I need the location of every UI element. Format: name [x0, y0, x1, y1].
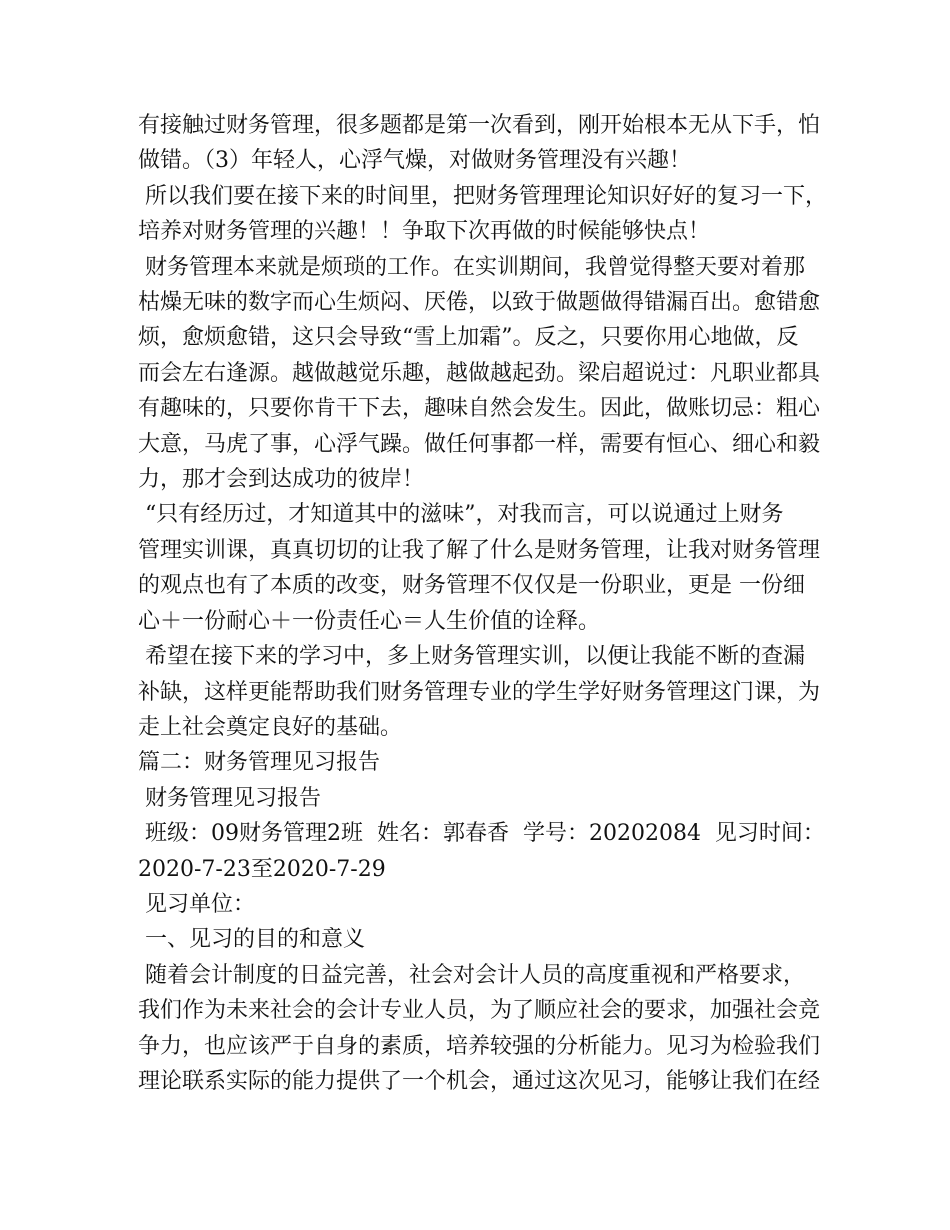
- text-line: 希望在接下来的学习中，多上财务管理实训，以便让我能不断的查漏: [138, 644, 805, 670]
- text-line: 理论联系实际的能力提供了一个机会，通过这次见习，能够让我们在经: [138, 1068, 821, 1094]
- subsection-heading: 一、见习的目的和意义: [138, 927, 365, 953]
- text-line: 烦，愈烦愈错，这只会导致“雪上加霜”。反之，只要你用心地做，反: [138, 325, 799, 351]
- report-date-line: 2020-7-23至2020-7-29: [138, 856, 386, 882]
- text-line: 补缺，这样更能帮助我们财务管理专业的学生学好财务管理这门课，为: [138, 679, 821, 705]
- text-line: “只有经历过，才知道其中的滋味”，对我而言，可以说通过上财务: [138, 502, 784, 528]
- text-line: 走上社会奠定良好的基础。: [138, 714, 403, 740]
- text-line: 所以我们要在接下来的时间里，把财务管理理论知识好好的复习一下，: [138, 183, 827, 209]
- text-line: 心＋一份耐心＋一份责任心＝人生价值的诠释。: [138, 608, 601, 634]
- text-line: 争力，也应该严于自身的素质，培养较强的分析能力。见习为检验我们: [138, 1033, 821, 1059]
- document-body: [138, 108, 827, 1099]
- text-line: 大意，马虎了事，心浮气躁。做任何事都一样，需要有恒心、细心和毅: [138, 431, 821, 457]
- text-line: 有接触过财务管理，很多题都是第一次看到，刚开始根本无从下手，怕: [138, 113, 821, 138]
- text-line: 的观点也有了本质的改变，财务管理不仅仅是一份职业，更是 一份细: [138, 573, 805, 599]
- report-info-line: 班级：09财务管理2班 姓名：郭春香 学号：20202084 见习时间：: [138, 821, 825, 847]
- text-line: 有趣味的，只要你肯干下去，趣味自然会发生。因此，做账切忌：粗心: [138, 396, 821, 422]
- text-line: 而会左右逢源。越做越觉乐趣，越做越起劲。梁启超说过：凡职业都具: [138, 360, 821, 386]
- text-line: 力，那才会到达成功的彼岸！: [138, 467, 425, 493]
- text-line: 枯燥无味的数字而心生烦闷、厌倦，以致于做题做得错漏百出。愈错愈: [138, 290, 821, 316]
- report-title: 财务管理见习报告: [138, 785, 321, 811]
- text-line: 管理实训课，真真切切的让我了解了什么是财务管理，让我对财务管理: [138, 537, 821, 563]
- text-line: 财务管理本来就是烦琐的工作。在实训期间，我曾觉得整天要对着那: [138, 254, 805, 280]
- text-line: 随着会计制度的日益完善，社会对会计人员的高度重视和严格要求，: [138, 962, 805, 988]
- report-unit-line: 见习单位：: [138, 891, 255, 917]
- text-line: 培养对财务管理的兴趣！！争取下次再做的时候能够快点！: [138, 219, 711, 245]
- text-line: 我们作为未来社会的会计专业人员，为了顺应社会的要求，加强社会竞: [138, 998, 821, 1024]
- section-heading: 篇二：财务管理见习报告: [138, 750, 381, 776]
- text-line: 做错。（3）年轻人，心浮气燥，对做财务管理没有兴趣！: [138, 148, 691, 174]
